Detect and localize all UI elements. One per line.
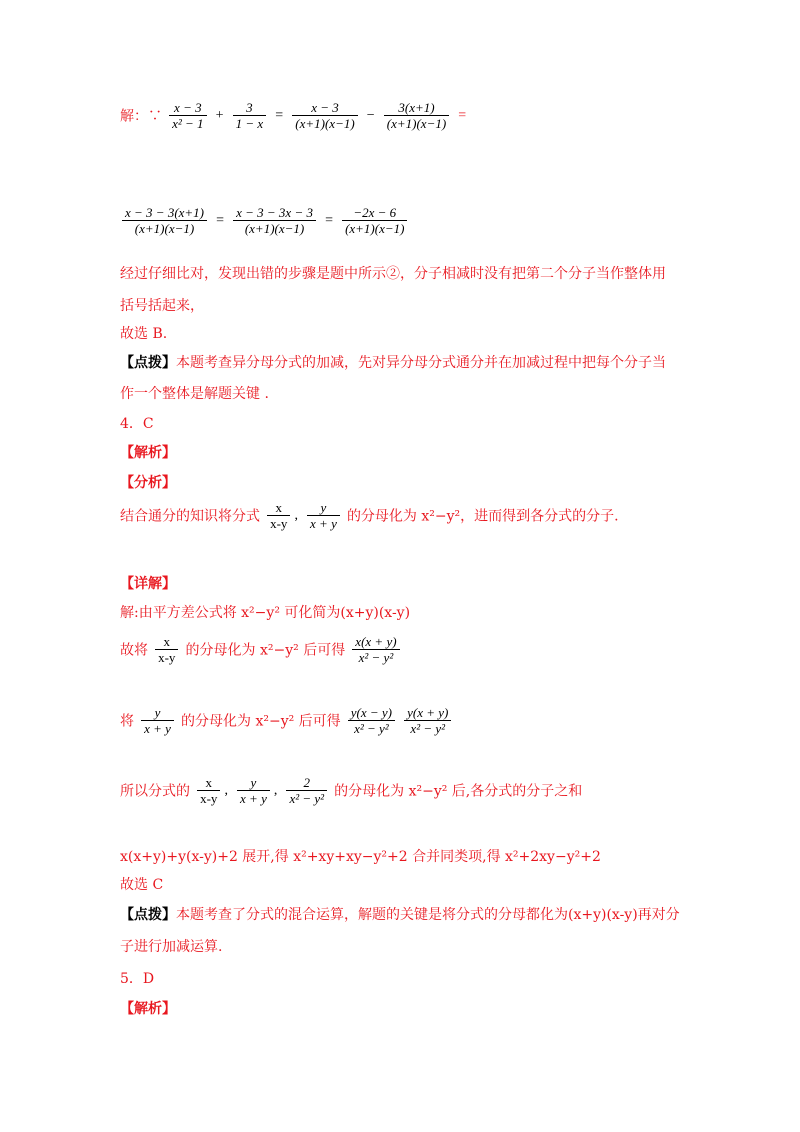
fraction: $\frac{3}{1 - x}$ [233, 100, 267, 131]
fraction: $\frac{x}{x-y}$ [155, 634, 178, 665]
hint-paragraph-4-1: 【点拨】本题考查了分式的混合运算，解题的关键是将分式的分母都化为(x+y)(x-y)再对分 [120, 907, 680, 923]
compare-text-2: 括号括起来， [120, 298, 204, 314]
fraction: $\frac{y}{x + y}$ [307, 500, 340, 531]
solution-intro: 解：∵ [120, 108, 162, 125]
analysis-heading: 【解析】 [120, 445, 176, 461]
details-line-1: 解:由平方差公式将 x²−y² 可化简为(x+y)(x-y) [120, 605, 411, 621]
hint-paragraph-2: 作一个整体是解题关键 . [120, 386, 269, 402]
fraction: $\frac{x - 3}{\text{x² − 1}}$ [169, 100, 206, 131]
hint-tag: 【点拨】 [120, 907, 176, 923]
fraction: $\frac{x - 3 - 3x - 3}{(x+1)(x-1)}$ [233, 205, 316, 236]
fraction: $\frac{y}{x + y}$ [237, 775, 270, 806]
details-heading: 【详解】 [120, 576, 176, 592]
details-line-4: 所以分式的 $\frac{x}{x-y}$ , $\frac{y}{x + y}$ , $\frac{2}{\text{x² − y²}}$ 的分母化为 x²−y² 后,各分式的分子之和 [120, 775, 583, 806]
details-line-2: 故将 $\frac{x}{x-y}$ 的分母化为 x²−y² 后可得 $\frac{x(x + y)}{\text{x² − y²}}$ [120, 634, 402, 665]
fraction: $\frac{2}{\text{x² − y²}}$ [286, 775, 327, 806]
fraction: $\frac{x}{x-y}$ [197, 775, 220, 806]
answer-choice-4: 故选 C [120, 877, 164, 893]
breakdown-heading: 【分析】 [120, 475, 176, 491]
fraction: $\frac{y(x - y)}{\text{x² − y²}}$ [348, 705, 395, 736]
fraction: $\frac{x - 3 - 3(x+1)}{(x+1)(x-1)}$ [122, 205, 207, 236]
hint-tag: 【点拨】 [120, 355, 176, 371]
details-line-5: x(x+y)+y(x-y)+2 展开,得 x²+xy+xy−y²+2 合并同类项,得 x²+2xy−y²+2 [120, 849, 601, 865]
fraction: $\frac{y}{x + y}$ [141, 705, 174, 736]
equation-2: $\frac{x - 3 - 3(x+1)}{(x+1)(x-1)}$ = $\frac{x - 3 - 3x - 3}{(x+1)(x-1)}$ = $\frac{-2x - 6}{(x+1)(x-1)}$ [120, 205, 409, 236]
fraction: $\frac{x(x + y)}{\text{x² − y²}}$ [352, 634, 399, 665]
hint-paragraph-1: 【点拨】本题考查异分母分式的加减，先对异分母分式通分并在加减过程中把每个分子当 [120, 355, 666, 371]
equation-1: 解：∵ $\frac{x - 3}{\text{x² − 1}}$ + $\frac{3}{1 - x}$ = $\frac{x - 3}{(x+1)(x-1)}$ − $\frac{3(x+1)}{(x+1)(x-1)}$ = [120, 100, 467, 131]
fraction: $\frac{x - 3}{(x+1)(x-1)}$ [292, 100, 357, 131]
hint-paragraph-4-2: 子进行加减运算. [120, 939, 223, 955]
fraction: $\frac{y(x + y)}{\text{x² − y²}}$ [404, 705, 451, 736]
question-4-number: 4．C [120, 416, 154, 432]
breakdown-line: 结合通分的知识将分式 $\frac{x}{x-y}$ , $\frac{y}{x + y}$ 的分母化为 x²−y²，进而得到各分式的分子. [120, 500, 619, 531]
fraction: $\frac{-2x - 6}{(x+1)(x-1)}$ [342, 205, 407, 236]
question-5-number: 5．D [120, 971, 155, 987]
fraction: $\frac{x}{x-y}$ [267, 500, 290, 531]
analysis-heading-5: 【解析】 [120, 1001, 176, 1017]
fraction: $\frac{3(x+1)}{(x+1)(x-1)}$ [384, 100, 449, 131]
details-line-3: 将 $\frac{y}{x + y}$ 的分母化为 x²−y² 后可得 $\frac{y(x - y)}{\text{x² − y²}}$ $\frac{y(x + y)}{\text{x² − y²}}$ [120, 705, 453, 736]
answer-choice: 故选 B. [120, 326, 168, 342]
compare-text-1: 经过仔细比对，发现出错的步骤是题中所示②，分子相减时没有把第二个分子当作整体用 [120, 266, 666, 282]
